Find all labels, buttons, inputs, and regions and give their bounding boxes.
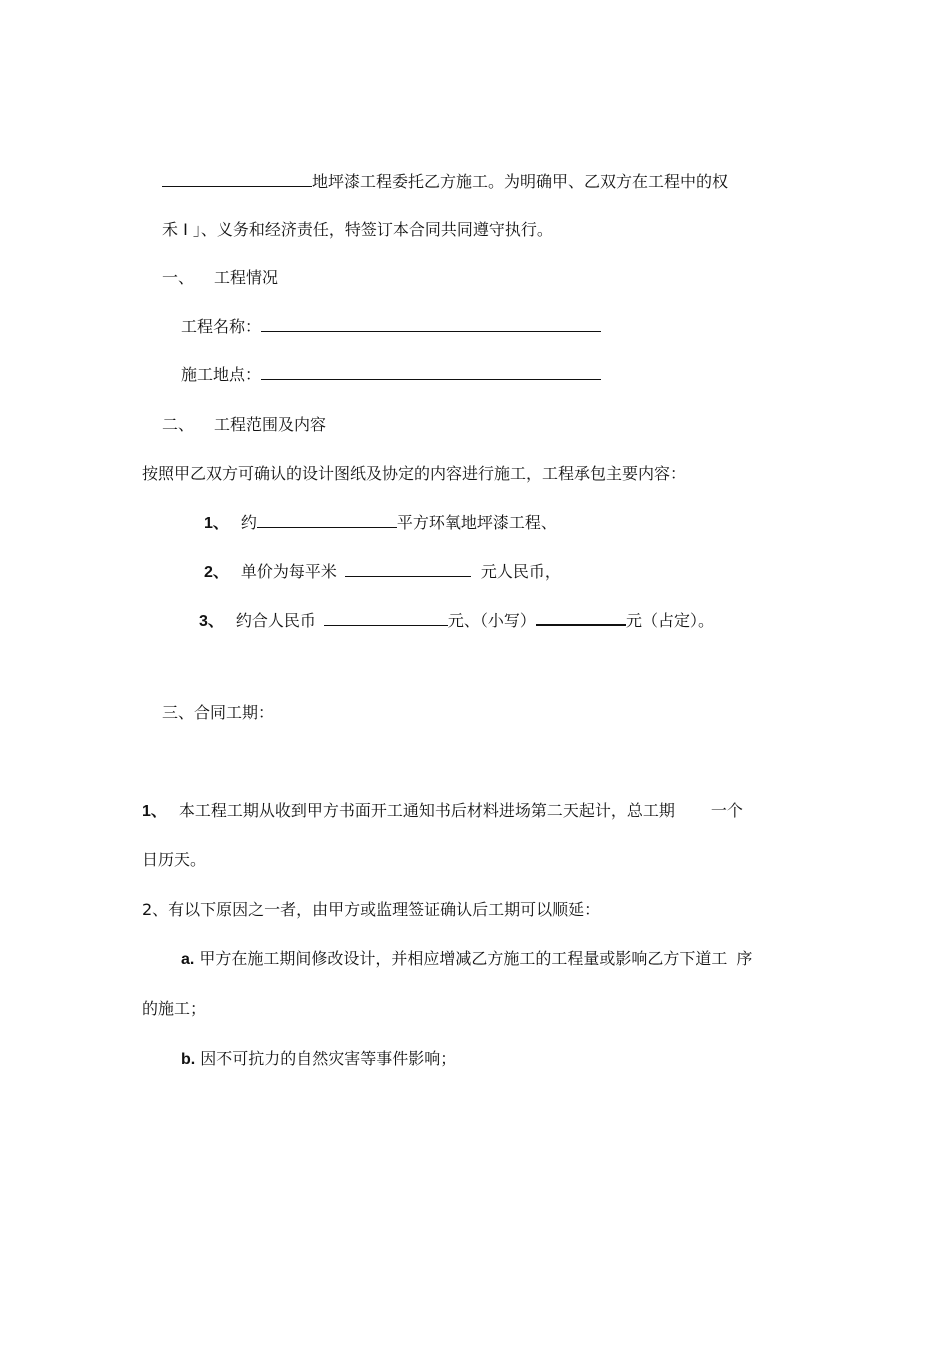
project-name-label: 工程名称： [181,317,262,336]
scope-item-2-prefix: 单价为每平米 [240,562,337,581]
sub-item-b-text: 因不可抗力的自然灾害等事件影响； [200,1049,457,1068]
scope-item-1 [204,512,557,535]
period-item-1-text: 本工程工期从收到甲方书面开工通知书后材料进场第二天起计，总工期 [178,801,675,820]
period-item-1-cont-text: 日历天。 [142,850,207,869]
section-1-title: 工程情况 [214,268,279,287]
period-item-1-continued [142,849,206,871]
total-amount-blank[interactable] [324,610,448,626]
project-name-blank[interactable] [261,316,601,332]
intro-line-2-text: 禾 I 」、义务和经济责任，特签订本合同共同遵守执行。 [162,220,553,239]
unit-price-blank[interactable] [345,561,471,577]
scope-item-3-number: 3、 [199,613,224,630]
section-3-title: 三、合同工期： [162,703,275,722]
intro-line-1 [162,171,728,193]
project-site-row [181,364,601,386]
scope-item-2-number: 2、 [204,564,229,581]
section-1-number: 一、 [162,268,195,287]
section-2-intro [142,463,686,485]
scope-item-3-middle: 元、（小写） [447,611,536,630]
scope-item-3-prefix: 约合人民币 [235,611,316,630]
sub-item-b [181,1048,456,1071]
period-item-1-tail: 一个 [710,801,743,820]
scope-item-3-suffix: 元（占定）。 [625,611,714,630]
scope-item-1-prefix: 约 [240,513,257,532]
intro-line-2 [162,219,553,241]
project-name-row [181,316,601,338]
intro-line-1-text: 地坪漆工程委托乙方施工。为明确甲、乙双方在工程中的权 [312,172,729,191]
sub-item-a-text: 甲方在施工期间修改设计，并相应增减乙方施工的工程量或影响乙方下道工 [199,949,728,968]
client-name-blank[interactable] [162,171,312,187]
section-3-heading [162,702,274,724]
sub-item-a-cont-text: 的施工； [142,999,207,1018]
sub-item-a-label: a. [181,951,195,968]
scope-item-3 [199,609,714,633]
section-1-heading [162,267,278,289]
period-item-1-number: 1、 [142,803,167,820]
period-item-2-text: 2、有以下原因之一者，由甲方或监理签证确认后工期可以顺延： [142,900,601,919]
section-2-title: 工程范围及内容 [214,415,327,434]
scope-item-1-suffix: 平方环氧地坪漆工程、 [396,513,557,532]
section-2-intro-text: 按照甲乙双方可确认的设计图纸及协定的内容进行施工，工程承包主要内容： [142,464,687,483]
area-blank[interactable] [257,512,397,528]
period-item-1 [142,800,743,823]
scope-item-2 [204,561,561,584]
section-2-number: 二、 [162,415,195,434]
period-item-2 [142,899,600,921]
sub-item-b-label: b. [181,1051,196,1068]
sub-item-a-tail: 序 [736,949,753,968]
project-site-blank[interactable] [261,364,601,380]
sub-item-a-continued [142,998,206,1020]
section-2-heading [162,414,326,436]
scope-item-1-number: 1、 [204,515,229,532]
total-amount-numeric-blank[interactable] [536,609,626,626]
scope-item-2-suffix: 元人民币， [480,562,561,581]
sub-item-a [181,948,752,971]
project-site-label: 施工地点： [181,365,262,384]
